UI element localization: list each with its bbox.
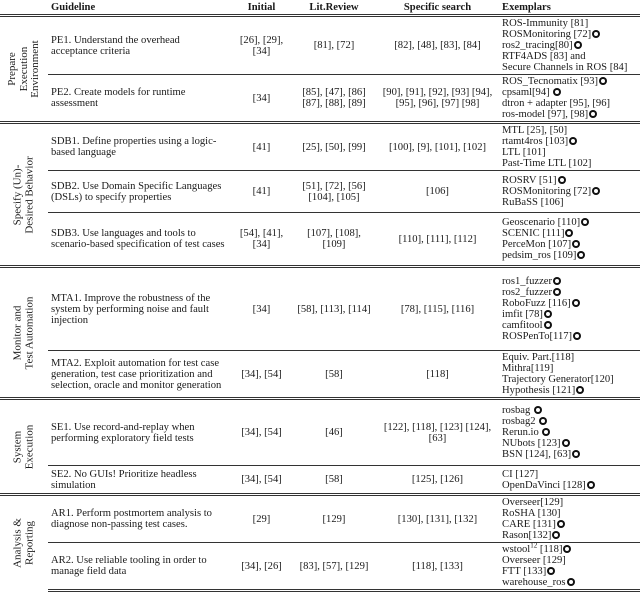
initial-cell: [34] (230, 267, 293, 351)
exemplar-item (502, 287, 637, 298)
category-cell (0, 495, 48, 591)
exemplar-text: ros2_fuzzer (502, 287, 552, 298)
github-icon[interactable] (553, 277, 561, 285)
header-lit-review: Lit.Review (293, 0, 375, 16)
exemplar-text: Overseer[129] (502, 497, 564, 508)
category-cell (0, 16, 48, 123)
exemplar-text: ROSRV [51] (502, 175, 557, 186)
lit-review-cell: [46] (293, 399, 375, 466)
category-label-line: Monitor and (11, 305, 24, 360)
exemplar-text: rosbag2 (502, 416, 539, 427)
exemplar-item (502, 438, 637, 449)
category-label-line: System (11, 430, 24, 463)
exemplar-text: ROS_Tecnomatix [93] (502, 76, 599, 87)
github-icon[interactable] (599, 77, 607, 85)
exemplar-ref: [118] (537, 544, 563, 555)
exemplar-item (502, 51, 637, 62)
exemplar-text: RoSHA [130] (502, 508, 561, 519)
exemplar-item (502, 217, 637, 228)
github-icon[interactable] (589, 110, 597, 118)
exemplar-text: ROS-Immunity [81] (502, 18, 589, 29)
exemplar-text: ros1_fuzzer (502, 276, 552, 287)
exemplar-item (502, 480, 637, 491)
specific-search-cell: [90], [91], [92], [93] [94], [95], [96], [97] [98] (375, 75, 500, 123)
table-row (0, 351, 640, 399)
github-icon[interactable] (544, 321, 552, 329)
table-row (0, 75, 640, 123)
table-row (0, 16, 640, 75)
exemplars-cell (500, 543, 640, 591)
github-icon[interactable] (592, 30, 600, 38)
exemplar-item (502, 363, 637, 374)
exemplar-item (502, 416, 637, 427)
exemplars-cell (500, 495, 640, 543)
github-icon[interactable] (557, 520, 565, 528)
exemplar-text: SCENIC [111] (502, 228, 565, 239)
header-row (0, 0, 640, 16)
initial-cell: [54], [41], [34] (230, 213, 293, 267)
exemplar-text: rtamt4ros [103] (502, 136, 569, 147)
category-label-line: Analysis & (11, 518, 24, 569)
github-icon[interactable] (553, 288, 561, 296)
exemplar-text: Mithra[119] (502, 363, 554, 374)
github-icon[interactable] (558, 176, 566, 184)
exemplar-text: CARE [131] (502, 519, 556, 530)
exemplar-text: Secure Channels in ROS [84] (502, 62, 628, 73)
header-exemplars: Exemplars (500, 0, 640, 16)
initial-cell: [29] (230, 495, 293, 543)
category-label-line: Specify (Un)- (11, 164, 24, 225)
lit-review-cell: [58] (293, 466, 375, 495)
github-icon[interactable] (572, 450, 580, 458)
exemplar-text: RuBaSS [106] (502, 197, 564, 208)
exemplar-item (502, 147, 637, 158)
exemplar-item (502, 40, 637, 51)
initial-cell: [34] (230, 75, 293, 123)
exemplar-text: ROSPenTo[117] (502, 331, 573, 342)
exemplar-text: Hypothesis [121] (502, 385, 576, 396)
category-label (13, 424, 36, 469)
github-icon[interactable] (592, 187, 600, 195)
exemplar-text: ROSMonitoring [72] (502, 186, 592, 197)
exemplars-cell (500, 171, 640, 213)
exemplar-item (502, 374, 637, 385)
specific-search-cell: [78], [115], [116] (375, 267, 500, 351)
lit-review-cell: [58], [113], [114] (293, 267, 375, 351)
footnote-mark: 12 (530, 541, 538, 550)
exemplar-text: camfitool (502, 320, 543, 331)
exemplar-item (502, 541, 637, 555)
exemplar-text: MTL [25], [50] (502, 125, 568, 136)
exemplar-item (502, 228, 637, 239)
guideline-cell: SDB2. Use Domain Specific Languages (DSLs) to specify properties (48, 171, 230, 213)
exemplar-item (502, 530, 637, 541)
category-label-line: Execution (23, 424, 35, 469)
exemplar-item (502, 320, 637, 331)
exemplar-item (502, 18, 637, 29)
specific-search-cell: [122], [118], [123] [124], [63] (375, 399, 500, 466)
table-row (0, 213, 640, 267)
github-icon[interactable] (542, 428, 550, 436)
specific-search-cell: [106] (375, 171, 500, 213)
category-cell (0, 123, 48, 267)
exemplar-text: ros2_tracing[80] (502, 40, 573, 51)
exemplar-item (502, 250, 637, 261)
exemplar-text: imfit [78] (502, 309, 543, 320)
guideline-cell: MTA2. Exploit automation for test case generation, test case prioritization and selection, oracle and monitor generation (48, 351, 230, 399)
header-category (0, 0, 48, 16)
exemplar-text: pedsim_ros [109] (502, 250, 577, 261)
exemplar-text: rosbag (502, 405, 533, 416)
lit-review-cell: [58] (293, 351, 375, 399)
exemplar-item (502, 98, 637, 109)
guideline-cell: PE2. Create models for runtime assessment (48, 75, 230, 123)
github-icon[interactable] (577, 251, 585, 259)
specific-search-cell: [118] (375, 351, 500, 399)
exemplar-item (502, 331, 637, 342)
guideline-cell: PE1. Understand the overhead acceptance criteria (48, 16, 230, 75)
exemplar-item (502, 566, 637, 577)
table-row (0, 123, 640, 171)
github-icon[interactable] (539, 417, 547, 425)
github-icon[interactable] (544, 310, 552, 318)
category-label (13, 296, 36, 369)
lit-review-cell: [81], [72] (293, 16, 375, 75)
github-icon[interactable] (565, 229, 573, 237)
category-label (13, 518, 36, 568)
exemplars-cell (500, 16, 640, 75)
initial-cell: [34], [54] (230, 399, 293, 466)
category-label (13, 156, 36, 233)
category-label-line: Prepare (5, 52, 18, 86)
exemplars-cell (500, 351, 640, 399)
exemplar-text: NUbots [123] (502, 438, 561, 449)
header-initial: Initial (230, 0, 293, 16)
header-specific-search: Specific search (375, 0, 500, 16)
specific-search-cell: [130], [131], [132] (375, 495, 500, 543)
category-cell (0, 399, 48, 495)
exemplar-item (502, 449, 637, 460)
initial-cell: [41] (230, 123, 293, 171)
exemplar-text: ROSMonitoring [72] (502, 29, 592, 40)
header-guideline: Guideline (48, 0, 230, 16)
table-row (0, 543, 640, 591)
guideline-cell: MTA1. Improve the robustness of the system by performing noise and fault injection (48, 267, 230, 351)
exemplar-item (502, 497, 637, 508)
lit-review-cell: [85], [47], [86] [87], [88], [89] (293, 75, 375, 123)
table-row (0, 466, 640, 495)
exemplar-item (502, 125, 637, 136)
lit-review-cell: [25], [50], [99] (293, 123, 375, 171)
github-icon[interactable] (534, 406, 542, 414)
exemplar-text: warehouse_ros (502, 577, 566, 588)
exemplar-item (502, 469, 637, 480)
github-icon[interactable] (552, 531, 560, 539)
exemplar-text: Overseer [129] (502, 555, 566, 566)
exemplar-item (502, 508, 637, 519)
category-cell (0, 267, 48, 399)
exemplars-cell (500, 213, 640, 267)
lit-review-cell: [129] (293, 495, 375, 543)
github-icon[interactable] (581, 218, 589, 226)
category-label-line: Reporting (23, 521, 35, 566)
exemplar-item (502, 62, 637, 73)
guideline-cell: SE1. Use record-and-replay when performing exploratory field tests (48, 399, 230, 466)
exemplar-item (502, 519, 637, 530)
specific-search-cell: [110], [111], [112] (375, 213, 500, 267)
github-icon[interactable] (567, 578, 575, 586)
exemplar-item (502, 352, 637, 363)
exemplars-cell (500, 466, 640, 495)
guideline-cell: AR2. Use reliable tooling in order to manage field data (48, 543, 230, 591)
exemplar-item (502, 136, 637, 147)
exemplar-text: LTL [101] (502, 147, 546, 158)
specific-search-cell: [125], [126] (375, 466, 500, 495)
exemplar-item (502, 158, 637, 169)
guideline-cell: AR1. Perform postmortem analysis to diagnose non-passing test cases. (48, 495, 230, 543)
exemplar-text: Trajectory Generator[120] (502, 374, 614, 385)
github-icon[interactable] (562, 439, 570, 447)
guideline-cell: SE2. No GUIs! Prioritize headless simulation (48, 466, 230, 495)
category-label (7, 40, 42, 97)
exemplar-text: dtron + adapter [95], [96] (502, 98, 611, 109)
initial-cell: [26], [29], [34] (230, 16, 293, 75)
initial-cell: [34], [54] (230, 466, 293, 495)
exemplar-text: Rerun.io (502, 427, 542, 438)
exemplar-item (502, 239, 637, 250)
exemplar-item (502, 29, 637, 40)
exemplars-cell (500, 75, 640, 123)
exemplar-text: PerceMon [107] (502, 239, 572, 250)
lit-review-cell: [83], [57], [129] (293, 543, 375, 591)
github-icon[interactable] (553, 88, 561, 96)
specific-search-cell: [82], [48], [83], [84] (375, 16, 500, 75)
exemplar-text: FTT [133] (502, 566, 547, 577)
exemplar-text: wstool (502, 544, 531, 555)
category-label-line: Desired Behavior (23, 155, 35, 234)
github-icon[interactable] (572, 299, 580, 307)
exemplar-item (502, 87, 637, 98)
table-row (0, 495, 640, 543)
exemplar-item (502, 276, 637, 287)
lit-review-cell: [51], [72], [56] [104], [105] (293, 171, 375, 213)
guideline-cell: SDB3. Use languages and tools to scenario-based specification of test cases (48, 213, 230, 267)
exemplar-item (502, 76, 637, 87)
exemplar-text: BSN [124], [63] (502, 449, 572, 460)
exemplars-cell (500, 267, 640, 351)
exemplar-item (502, 175, 637, 186)
github-icon[interactable] (574, 41, 582, 49)
exemplar-item (502, 385, 637, 396)
github-icon[interactable] (572, 240, 580, 248)
exemplars-cell (500, 123, 640, 171)
specific-search-cell: [118], [133] (375, 543, 500, 591)
github-icon[interactable] (569, 137, 577, 145)
initial-cell: [41] (230, 171, 293, 213)
exemplar-item (502, 186, 637, 197)
github-icon[interactable] (576, 386, 584, 394)
table-row (0, 399, 640, 466)
exemplar-text: Geoscenario [110] (502, 217, 581, 228)
exemplar-item (502, 427, 637, 438)
exemplar-text: OpenDaVinci [128] (502, 479, 586, 491)
table-body (0, 16, 640, 591)
exemplar-item (502, 577, 637, 588)
github-icon[interactable] (563, 545, 571, 553)
exemplar-item (502, 405, 637, 416)
exemplar-item (502, 298, 637, 309)
exemplar-item (502, 555, 637, 566)
exemplars-cell (500, 399, 640, 466)
exemplar-text: Rason[132] (502, 530, 552, 541)
category-label-line: Execution (17, 46, 30, 92)
exemplar-item (502, 197, 637, 208)
exemplar-item (502, 109, 637, 120)
exemplar-text: cpsaml[94] (502, 87, 553, 98)
lit-review-cell: [107], [108], [109] (293, 213, 375, 267)
exemplar-text: RoboFuzz [116] (502, 298, 571, 309)
specific-search-cell: [100], [9], [101], [102] (375, 123, 500, 171)
exemplar-item (502, 309, 637, 320)
exemplar-text: Past-Time LTL [102] (502, 158, 592, 169)
github-icon[interactable] (587, 481, 595, 489)
exemplar-text: CI [127] (502, 468, 539, 480)
category-label-line: Test Automation (23, 296, 35, 369)
initial-cell: [34], [26] (230, 543, 293, 591)
github-icon[interactable] (573, 332, 581, 340)
initial-cell: [34], [54] (230, 351, 293, 399)
exemplar-text: ros-model [97], [98] (502, 109, 589, 120)
table-row (0, 267, 640, 351)
table-row (0, 171, 640, 213)
guideline-cell: SDB1. Define properties using a logic-based language (48, 123, 230, 171)
category-label-line: Environment (28, 40, 41, 98)
exemplar-text: RTF4ADS [83] and (502, 51, 586, 62)
exemplar-text: Equiv. Part.[118] (502, 352, 575, 363)
